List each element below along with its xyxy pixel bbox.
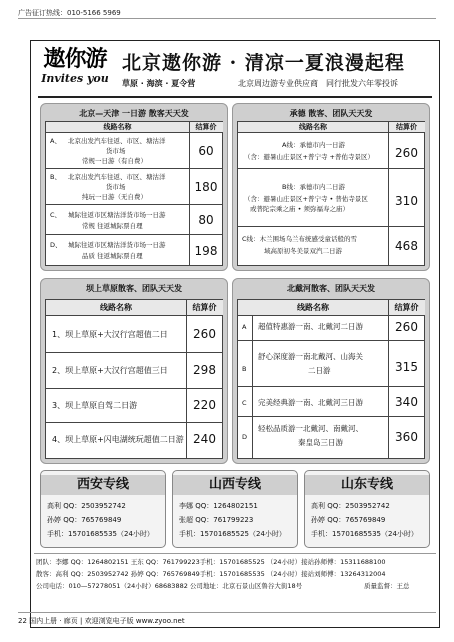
- special-contact: 高利 QQ：2503952742: [47, 502, 126, 510]
- footer-divider: [34, 553, 436, 554]
- bashang-row-text: 4、坝上草原+闪电湖统玩超值二日游: [52, 435, 184, 444]
- page-title: 北京遨你游 · 清凉一夏浪漫起程: [122, 52, 405, 74]
- top-divider: [18, 18, 436, 19]
- footer-quality-supervisor: 质量监督：王总: [364, 582, 410, 590]
- tianjin-row-line2: 货市场: [106, 147, 126, 155]
- logo-english: Invites you: [41, 72, 109, 85]
- ad-hotline: 广告征订热线：010-5166 5969: [18, 9, 121, 17]
- special-phone: 手机：15701685525（24小时）: [179, 530, 286, 538]
- special-shandong: [304, 470, 430, 548]
- chengde-col-price: 结算价: [388, 122, 425, 133]
- chengde-row-price: 260: [395, 146, 418, 160]
- tianjin-row-line1: 北京出发汽车往返、市区、塘沽洋: [68, 137, 166, 145]
- tianjin-row-line1: 北京出发汽车往返、市区、塘沽洋: [68, 173, 166, 181]
- tianjin-row-line3: 常规一日游（有自费）: [82, 157, 147, 165]
- beidaihe-row-price: 260: [395, 320, 418, 334]
- tianjin-table: [45, 121, 223, 266]
- beidaihe-col-name: 线路名称: [238, 300, 388, 316]
- beidaihe-row-line2: 二日游: [308, 366, 331, 375]
- tianjin-row-line2: 货市场: [106, 183, 126, 191]
- row-divider: [238, 416, 425, 417]
- beidaihe-row-line1: 完美经典游一南、北戴河三日游: [258, 398, 363, 407]
- chengde-row-line3: 或普陀宗乘之庙 • 须弥福寿之庙）: [250, 205, 349, 213]
- header-tagline: 北京周边游专业供应商 同行批发六年零投诉: [238, 79, 398, 88]
- tianjin-row-line1: 城际往返市区塘沽洋货市场一日游: [68, 241, 166, 249]
- beidaihe-row-tag: C: [242, 399, 247, 407]
- special-title: 山东专线: [305, 475, 429, 495]
- tianjin-row-tag: A、: [50, 137, 61, 145]
- bashang-table: [45, 299, 223, 459]
- footer-individual-contacts: 散客：高利 QQ：2503952742 孙婷 QQ：765769849手机：15701685535 （24小时）接站刘师傅：13264312004: [36, 570, 386, 578]
- bashang-row-text: 1、坝上草原+大汉行宫超值二日: [52, 330, 168, 339]
- tianjin-row-line3: 纯玩一日游（无自费）: [82, 193, 147, 201]
- beidaihe-row-line1: 轻松品质游一北戴河、南戴河、: [258, 424, 363, 433]
- chengde-row-price: 468: [395, 239, 418, 253]
- bashang-row-text: 3、坝上草原自驾二日游: [52, 401, 138, 410]
- row-divider: [46, 352, 223, 353]
- bashang-row-price: 298: [193, 363, 216, 377]
- special-xian: [40, 470, 166, 548]
- page-footer: 22 国内上册 · 廊页 | 欢迎浏览电子版 www.zyoo.net: [18, 617, 185, 625]
- bashang-panel: [40, 278, 228, 464]
- beidaihe-row-line1: 舒心深度游一南北戴河、山海关: [258, 352, 363, 361]
- chengde-title: 承德 散客、团队天天发: [289, 109, 373, 118]
- header-subtitle: 草原 · 海滨 · 夏令营: [122, 79, 196, 88]
- tianjin-row-line1: 城际往返市区塘沽洋货市场一日游: [68, 211, 166, 219]
- special-contact: 高利 QQ：2503952742: [311, 502, 390, 510]
- beidaihe-tag-divider: [252, 316, 253, 458]
- chengde-row-price: 310: [395, 194, 418, 208]
- row-divider: [238, 226, 425, 227]
- row-divider: [46, 388, 223, 389]
- chengde-row-line1: C线：木兰围场乌兰布统感受童话般的雪: [242, 235, 358, 243]
- tianjin-row-price: 80: [198, 213, 214, 227]
- row-divider: [238, 386, 425, 387]
- tianjin-row-tag: B、: [50, 173, 61, 181]
- special-phone: 手机：15701685535（24小时）: [47, 530, 154, 538]
- row-divider: [238, 340, 425, 341]
- beidaihe-row-tag: B: [242, 365, 247, 373]
- bashang-row-text: 2、坝上草原+大汉行宫超值三日: [52, 366, 168, 375]
- chengde-row-line2: 域高原初冬美景双汽二日游: [264, 247, 342, 255]
- bashang-row-price: 220: [193, 398, 216, 412]
- beidaihe-row-line2: 秦皇岛三日游: [298, 438, 343, 447]
- bashang-col-name: 线路名称: [46, 300, 186, 316]
- beidaihe-panel: [232, 278, 430, 464]
- beidaihe-col-price: 结算价: [388, 300, 425, 316]
- header-divider: [38, 96, 432, 98]
- beidaihe-title: 北戴河散客、团队天天发: [287, 284, 375, 293]
- special-contact: 孙婷 QQ：765769849: [311, 516, 386, 524]
- tianjin-row-tag: C、: [50, 211, 62, 219]
- beidaihe-row-price: 360: [395, 430, 418, 444]
- special-contact: 李娜 QQ：1264802151: [179, 502, 258, 510]
- tianjin-row-line2: 常规 往返城际票自理: [82, 222, 143, 230]
- tianjin-row-line2: 品质 往返城际票自理: [82, 252, 143, 260]
- special-phone: 手机：15701685535（24小时）: [311, 530, 418, 538]
- beidaihe-row-line1: 超值特惠游一南、北戴河二日游: [258, 322, 363, 331]
- bashang-row-price: 260: [193, 327, 216, 341]
- chengde-table: [237, 121, 425, 266]
- row-divider: [46, 234, 223, 235]
- special-contact: 张超 QQ：761799223: [179, 516, 254, 524]
- beidaihe-row-tag: A: [242, 323, 247, 331]
- tianjin-row-price: 198: [194, 244, 218, 258]
- beidaihe-row-tag: D: [242, 433, 248, 441]
- chengde-row-line2: （含：避暑山庄景区+普宁寺 • 普佑寺景区: [244, 195, 368, 203]
- logo-chinese: 遨你游: [43, 46, 107, 72]
- tianjin-row-price: 180: [194, 180, 218, 194]
- beidaihe-table: [237, 299, 425, 459]
- tianjin-title: 北京—天津 一日游 散客天天发: [79, 109, 189, 118]
- brand-logo: [40, 46, 110, 94]
- beidaihe-row-price: 315: [395, 360, 418, 374]
- footer-team-contacts: 团队：李娜 QQ：1264802151 王东 QQ：761799223手机：15701685525 （24小时）接站孙师傅：15311688100: [36, 558, 386, 566]
- tianjin-row-price: 60: [198, 144, 214, 158]
- chengde-row-line1: A线：承德市内一日游: [282, 141, 345, 149]
- special-title: 山西专线: [173, 475, 297, 495]
- special-title: 西安专线: [41, 475, 165, 495]
- tianjin-col-name: 线路名称: [46, 122, 189, 133]
- bashang-title: 坝上草原散客、团队天天发: [86, 284, 182, 293]
- special-lines: [40, 470, 430, 548]
- tianjin-panel: [40, 103, 228, 271]
- chengde-col-name: 线路名称: [238, 122, 388, 133]
- beidaihe-row-price: 340: [395, 395, 418, 409]
- bottom-divider: [18, 612, 436, 613]
- chengde-panel: [232, 103, 430, 271]
- chengde-row-line2: （含：避暑山庄景区+普宁寺 +普佑寺景区）: [244, 153, 374, 161]
- tianjin-col-price: 结算价: [189, 122, 223, 133]
- special-shanxi: [172, 470, 298, 548]
- bashang-row-price: 240: [193, 432, 216, 446]
- row-divider: [46, 422, 223, 423]
- special-contact: 孙婷 QQ：765769849: [47, 516, 122, 524]
- row-divider: [46, 168, 223, 169]
- bashang-col-price: 结算价: [186, 300, 223, 316]
- tianjin-row-tag: D、: [50, 241, 62, 249]
- footer-company-info: 公司电话：010—57278051（24小时）68683882 公司地址：北京石景山区鲁谷大街18号: [36, 582, 303, 590]
- row-divider: [238, 168, 425, 169]
- row-divider: [46, 204, 223, 205]
- chengde-row-line1: B线：承德市内二日游: [282, 183, 345, 191]
